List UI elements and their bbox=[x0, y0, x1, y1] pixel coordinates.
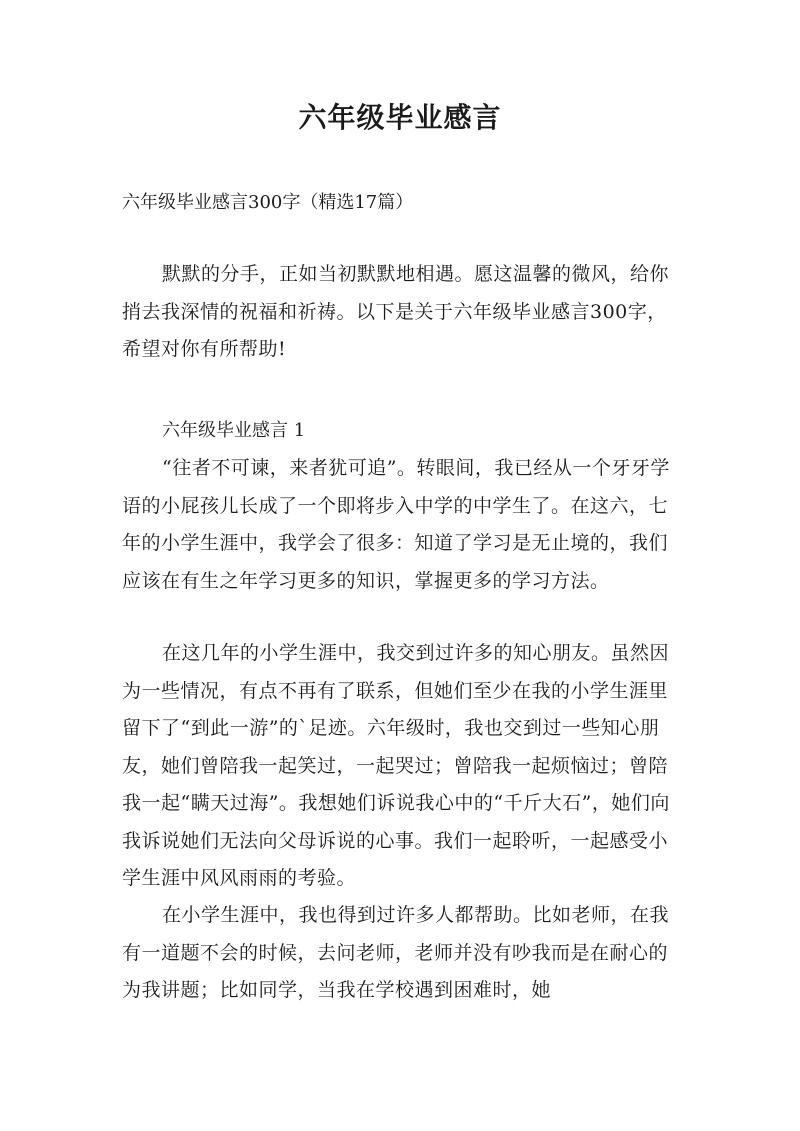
intro-paragraph: 默默的分手，正如当初默默地相遇。愿这温馨的微风，给你捎去我深情的祝福和祈祷。以下是关于六年级毕业感言300字，希望对你有所帮助! bbox=[122, 263, 670, 360]
body-paragraph-3: 在小学生涯中，我也得到过许多人都帮助。比如老师，在我有一道题不会的时候，去问老师，老师并没有吵我而是在耐心的为我讲题；比如同学，当我在学校遇到困难时，她 bbox=[122, 904, 670, 1001]
body-paragraph-2: 在这几年的小学生涯中，我交到过许多的知心朋友。虽然因为一些情况，有点不再有了联系，但她们至少在我的小学生涯里留下了“到此一游”的`足迹。六年级时，我也交到过一些知心朋友，她们曾陪我一起笑过，一起哭过；曾陪我一起烦恼过；曾陪我一起“瞒天过海”。我想她们诉说我心中的“千斤大石”，她们向我诉说她们无法向父母诉说的心事。我们一起聆听，一起感受小学生涯中风风雨雨的考验。 bbox=[122, 642, 670, 889]
document-title: 六年级毕业感言 bbox=[298, 101, 502, 134]
section-heading: 六年级毕业感言 1 bbox=[162, 420, 306, 441]
document-subtitle: 六年级毕业感言300字（精选17篇） bbox=[122, 192, 414, 213]
body-paragraph-1: “往者不可谏，来者犹可追”。转眼间，我已经从一个牙牙学语的小屁孩儿长成了一个即将步入中学的中学生了。在这六，七年的小学生涯中，我学会了很多：知道了学习是无止境的，我们应该在有生之年学习更多的知识，掌握更多的学习方法。 bbox=[122, 457, 670, 592]
